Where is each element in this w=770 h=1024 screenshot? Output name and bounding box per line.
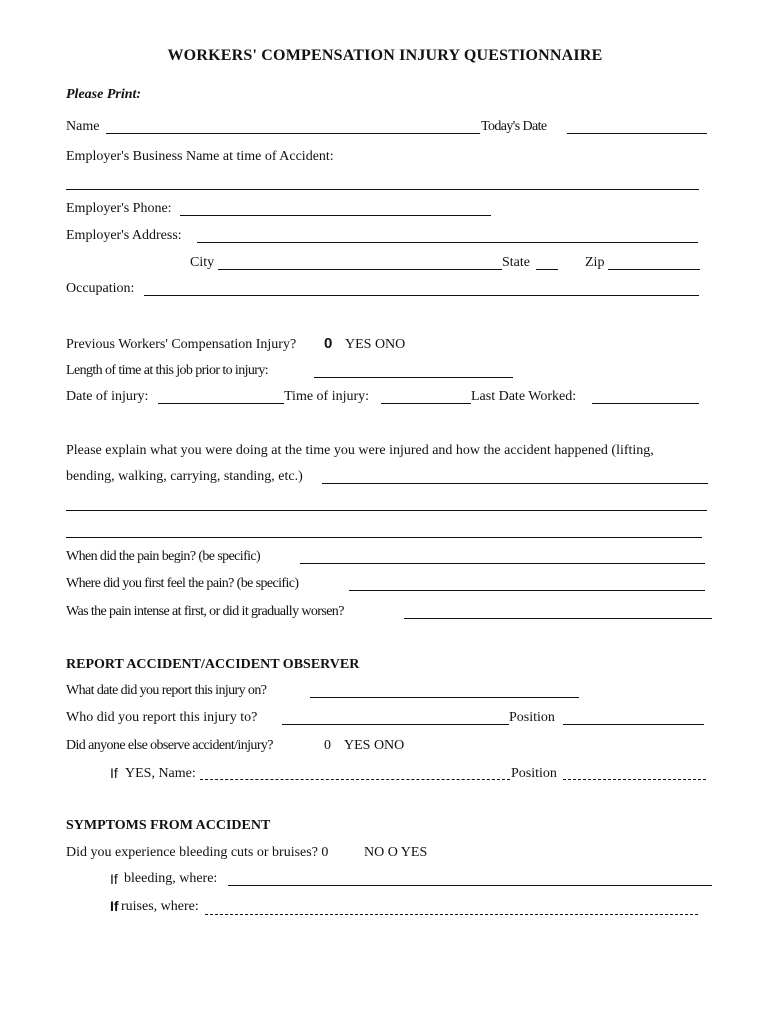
page-title: WORKERS' COMPENSATION INJURY QUESTIONNAIRE [167,47,603,64]
state-label: State [502,255,530,270]
bruises-label: ruises, where: [121,899,199,914]
name-field[interactable] [106,133,480,134]
observe-options[interactable]: YES ONO [344,738,405,753]
observe-checkbox[interactable]: 0 [324,738,331,753]
report-position-label: Position [509,710,555,725]
report-heading: REPORT ACCIDENT/ACCIDENT OBSERVER [66,657,360,672]
observe-label: Did anyone else observe accident/injury? [66,738,273,753]
explain-field-1[interactable] [322,483,708,484]
bruises-location-field[interactable] [205,914,698,915]
time-of-injury-label: Time of injury: [284,389,370,404]
zip-field[interactable] [608,269,700,270]
length-of-time-label: Length of time at this job prior to injury: [66,363,269,378]
observer-name-field[interactable] [200,779,510,780]
length-of-time-field[interactable] [314,377,513,378]
pain-intense-label: Was the pain intense at first, or did it gradually worsen? [66,604,344,619]
employer-phone-field[interactable] [180,215,491,216]
bruises-prefix: If [110,898,119,914]
occupation-label: Occupation: [66,281,135,296]
employer-business-field[interactable] [66,189,699,190]
explain-question-line1: Please explain what you were doing at the time you were injured and how the accident happened (lifting, [66,443,654,458]
occupation-field[interactable] [144,295,699,296]
city-label: City [190,255,215,270]
previous-injury-label: Previous Workers' Compensation Injury? [66,337,297,352]
zip-label: Zip [585,255,605,270]
pain-intense-field[interactable] [404,618,712,619]
if-bleeding-prefix: If [110,871,118,887]
if-yes-prefix: If [110,765,118,781]
previous-injury-checkbox[interactable]: 0 [324,335,333,352]
bleeding-options[interactable]: NO O YES [364,845,428,860]
employer-business-label: Employer's Business Name at time of Accident: [66,149,334,164]
explain-question-line2: bending, walking, carrying, standing, etc.) [66,469,303,484]
employer-phone-label: Employer's Phone: [66,201,172,216]
pain-begin-label: When did the pain begin? (be specific) [66,549,261,564]
previous-injury-options[interactable]: YES ONO [345,337,406,352]
todays-date-label: Today's Date [481,119,547,134]
pain-begin-field[interactable] [300,563,705,564]
last-date-worked-label: Last Date Worked: [471,389,577,404]
pain-first-label: Where did you first feel the pain? (be specific) [66,576,299,591]
explain-field-2[interactable] [66,510,707,511]
state-field[interactable] [536,269,558,270]
employer-address-label: Employer's Address: [66,228,182,243]
explain-field-3[interactable] [66,537,702,538]
if-yes-name-label: YES, Name: [125,766,196,781]
report-who-field[interactable] [282,724,509,725]
observer-position-label: Position [511,766,557,781]
employer-address-field[interactable] [197,242,698,243]
if-bleeding-label: bleeding, where: [124,871,218,886]
report-date-label: What date did you report this injury on? [66,683,267,698]
please-print-label: Please Print: [66,87,142,102]
todays-date-field[interactable] [567,133,707,134]
pain-first-field[interactable] [349,590,705,591]
date-of-injury-label: Date of injury: [66,389,149,404]
date-of-injury-field[interactable] [158,403,284,404]
bleeding-location-field[interactable] [228,885,712,886]
bleeding-question: Did you experience bleeding cuts or bruises? 0 [66,845,329,860]
city-field[interactable] [218,269,502,270]
name-label: Name [66,119,100,134]
report-date-field[interactable] [310,697,579,698]
report-position-field[interactable] [563,724,704,725]
observer-position-field[interactable] [563,779,706,780]
last-date-worked-field[interactable] [592,403,699,404]
report-who-label: Who did you report this injury to? [66,710,258,725]
time-of-injury-field[interactable] [381,403,471,404]
symptoms-heading: SYMPTOMS FROM ACCIDENT [66,818,271,833]
